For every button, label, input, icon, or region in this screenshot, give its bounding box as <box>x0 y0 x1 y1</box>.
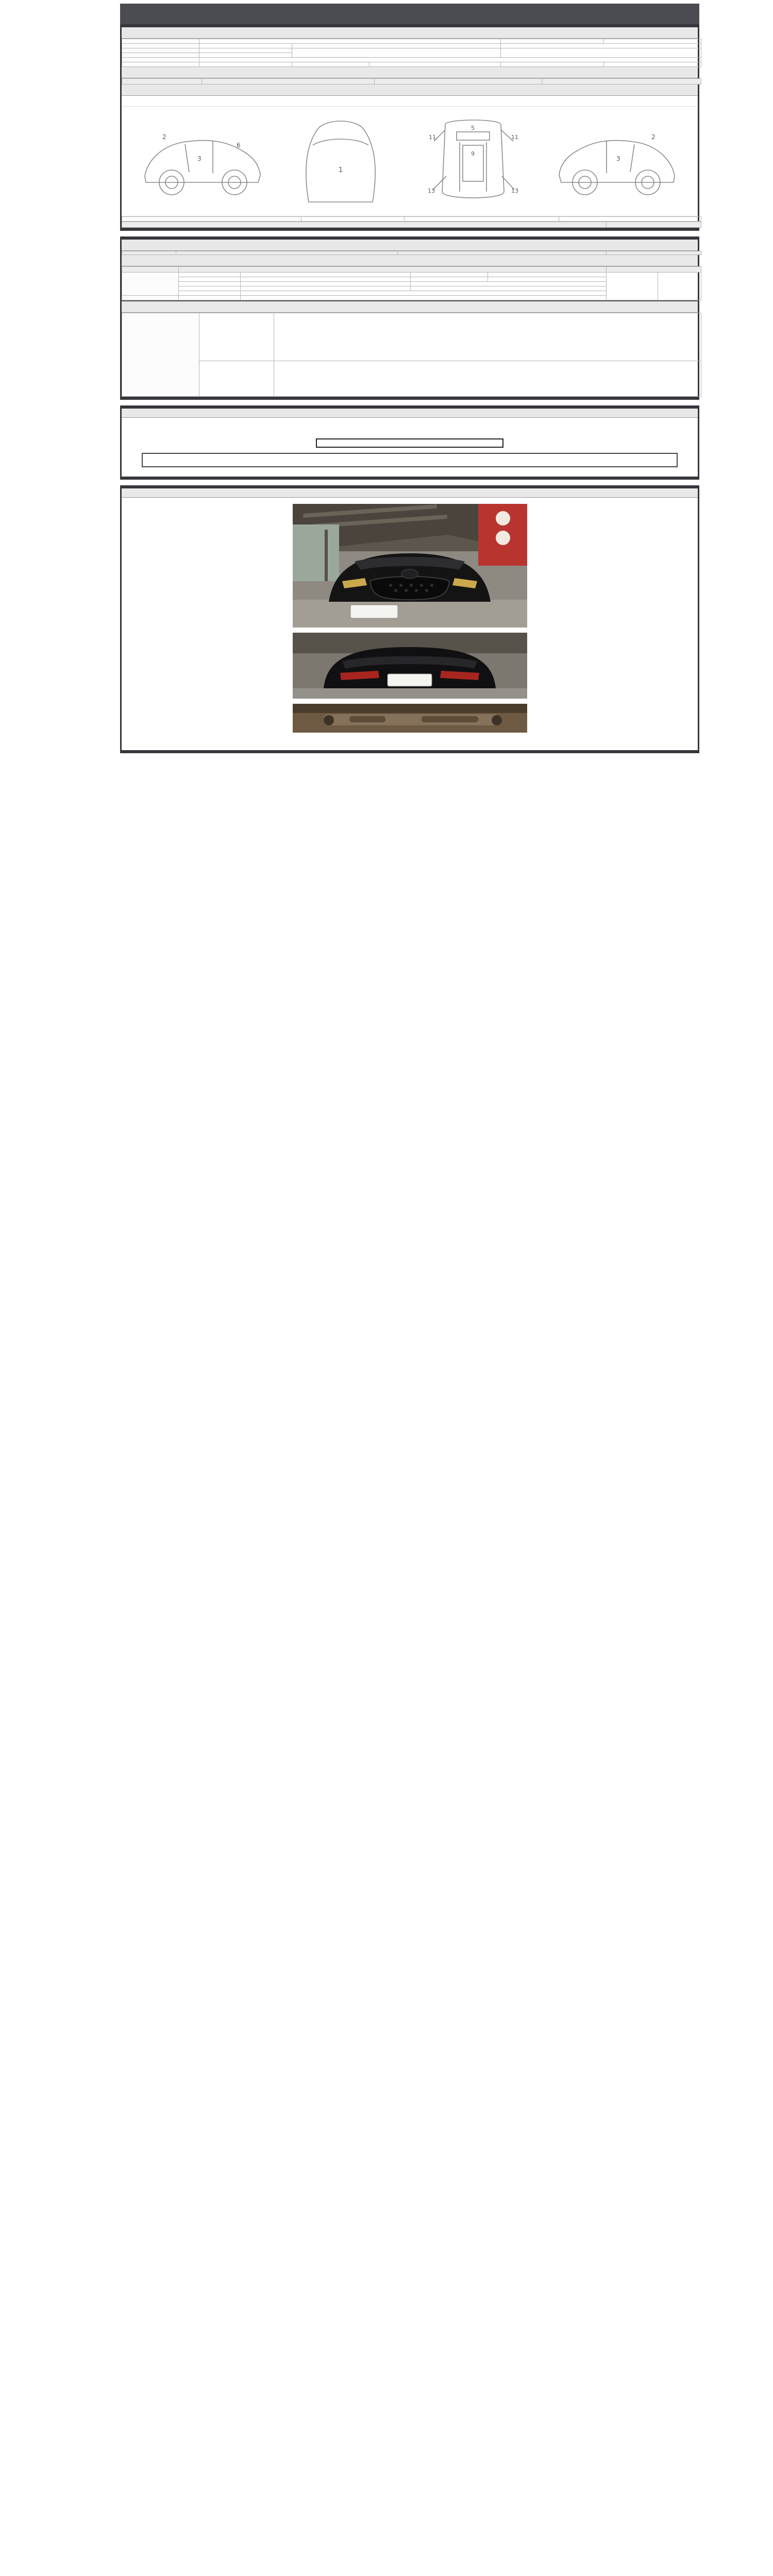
field-label-reg-no <box>501 39 604 44</box>
repair-needed-label <box>122 273 179 296</box>
wheel-options <box>241 282 411 286</box>
diagram-number: 5 <box>470 125 475 131</box>
hold-status-label <box>179 296 241 300</box>
car-diagrams <box>122 107 698 216</box>
base-price-label <box>501 62 604 67</box>
field-value-year <box>199 44 292 48</box>
document-header <box>120 4 699 24</box>
page-marker-3 <box>120 400 699 405</box>
diagram-number: 11 <box>511 134 518 141</box>
accident-band <box>122 84 698 96</box>
diagram-number: 11 <box>428 134 436 141</box>
diagram-number: 1 <box>339 166 343 174</box>
inspector-label <box>199 313 274 361</box>
diagram-number: 3 <box>616 155 620 162</box>
diagram-number: 2 <box>162 133 166 141</box>
misc-head-item <box>179 267 607 273</box>
accident-history-label <box>122 217 301 222</box>
field-label-year <box>122 44 199 48</box>
appraiser-label <box>199 361 274 397</box>
remarks-label <box>122 313 199 397</box>
overall-head-usage <box>122 79 202 84</box>
base-price-value <box>604 62 701 67</box>
document-sheet <box>120 0 699 753</box>
diagram-number: 13 <box>427 188 435 194</box>
notices-band <box>122 409 698 418</box>
details-head-price <box>607 251 701 255</box>
field-value-inspection-period <box>501 44 701 48</box>
accident-history-options <box>301 217 405 222</box>
misc-head-blank <box>122 267 179 273</box>
diagram-number: 3 <box>197 155 201 162</box>
diagram-number: 9 <box>470 150 475 157</box>
inspector-remarks <box>274 313 701 361</box>
polish-options <box>241 277 411 282</box>
details-head-status <box>398 251 607 255</box>
field-label-fuel <box>122 58 199 62</box>
page-3 <box>120 405 699 480</box>
exchange-parts-table <box>122 222 701 228</box>
field-label-engine-type <box>122 62 199 67</box>
photo-underbody-view <box>293 704 527 733</box>
basic-info-band <box>122 27 698 39</box>
appraiser-remarks <box>274 361 701 397</box>
photo-rear-view <box>293 633 527 699</box>
field-label-warranty-type <box>292 62 369 67</box>
field-value-vin <box>199 53 292 58</box>
basic-items-label <box>122 296 179 300</box>
accident-history-table <box>122 216 701 222</box>
field-value-car-name <box>199 39 501 44</box>
misc-band <box>122 255 698 266</box>
tire-detail-options <box>411 286 607 291</box>
form-note <box>120 0 699 4</box>
field-value-first-reg <box>199 48 292 53</box>
footer-lines <box>122 745 698 750</box>
wheel-detail-options <box>411 282 607 286</box>
field-label-car-name <box>122 39 199 44</box>
overall-head-status <box>202 79 375 84</box>
room-cleaning-label <box>411 277 488 282</box>
details-band <box>122 240 698 251</box>
notice-content <box>122 418 698 430</box>
overall-head-item <box>375 79 542 84</box>
field-value-engine-type <box>199 62 292 67</box>
interior-options <box>488 273 607 277</box>
room-cleaning-options <box>488 277 607 282</box>
car-diagram-side-right <box>552 114 684 208</box>
simple-repair-label <box>405 217 559 222</box>
insurance-fee <box>122 740 698 745</box>
basic-info-table <box>122 39 701 67</box>
price-box <box>142 438 678 467</box>
damage-legend <box>122 96 698 107</box>
field-label-vin <box>122 53 199 58</box>
exterior-label <box>179 273 241 277</box>
page-marker-2 <box>120 231 699 236</box>
details-table <box>122 251 701 255</box>
glass-label <box>179 291 241 296</box>
page-4 <box>120 485 699 753</box>
page-2 <box>120 236 699 400</box>
misc-table <box>122 266 701 300</box>
exchange-parts-label <box>122 222 607 228</box>
diagram-number: 2 <box>651 133 656 141</box>
car-diagram-side-left <box>136 114 267 208</box>
glass-options <box>241 291 607 296</box>
final-price-band <box>122 300 698 313</box>
overall-head-price <box>542 79 701 84</box>
field-value-transmission <box>501 48 701 58</box>
signature-label <box>122 736 698 740</box>
field-label-inspection-period <box>292 44 501 48</box>
page-marker-4 <box>120 480 699 485</box>
exchange-parts-price-label <box>607 222 701 228</box>
diagram-number: 6 <box>236 142 241 149</box>
wheel-label <box>179 282 241 286</box>
polish-label <box>179 277 241 282</box>
tire-label <box>179 286 241 291</box>
fuel-options <box>199 58 701 62</box>
diagram-number: 13 <box>511 188 518 194</box>
misc-price <box>607 273 658 300</box>
interior-label <box>411 273 488 277</box>
car-diagram-underbody <box>415 114 531 208</box>
car-diagram-top-front <box>288 114 394 208</box>
misc-price-extra <box>658 273 701 300</box>
photos-band <box>122 488 698 498</box>
remarks-table <box>122 313 701 397</box>
field-value-reg-no <box>604 39 701 44</box>
details-head-device <box>122 251 176 255</box>
simple-repair-options <box>559 217 701 222</box>
inspection-photos <box>122 498 698 736</box>
page-1 <box>120 24 699 231</box>
price-box-text <box>142 453 678 467</box>
misc-head-price <box>607 267 701 273</box>
overall-table <box>122 78 701 84</box>
price-box-title <box>316 438 503 448</box>
hold-options <box>241 296 607 300</box>
exterior-options <box>241 273 411 277</box>
overall-band <box>122 67 698 78</box>
document-number <box>120 14 699 21</box>
tire-options <box>241 286 411 291</box>
details-head-item <box>176 251 398 255</box>
field-label-first-reg <box>122 48 199 53</box>
warranty-options <box>369 62 501 67</box>
field-label-transmission <box>292 48 501 58</box>
photo-front-view <box>293 504 527 628</box>
